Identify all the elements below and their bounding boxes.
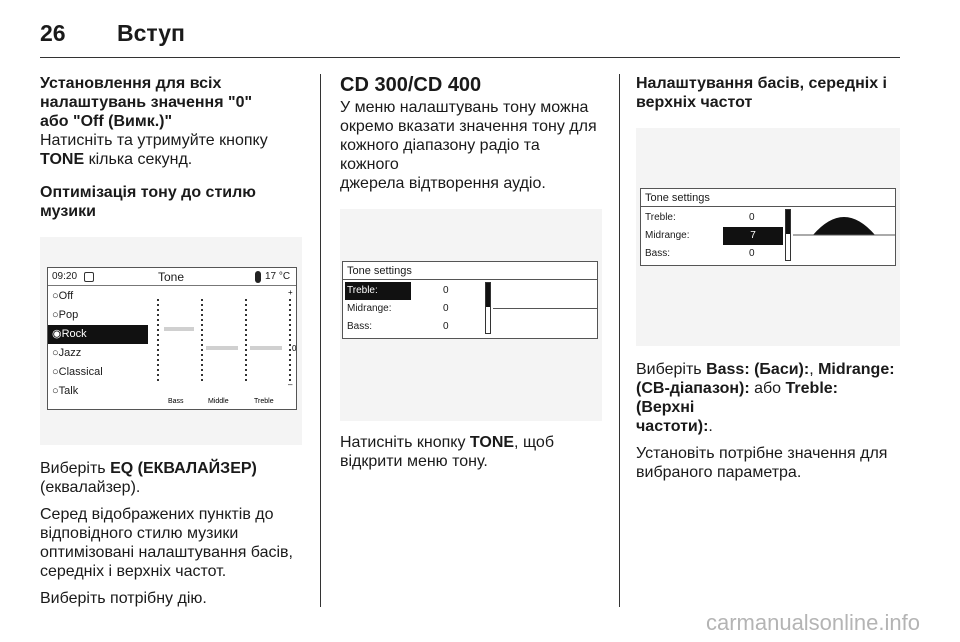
- heading-optimize: Оптимізація тону до стилю музики: [40, 184, 256, 220]
- list-item[interactable]: ○Pop: [52, 309, 79, 321]
- eq-style-list: [48, 287, 148, 401]
- column-divider-1: [320, 74, 321, 607]
- tone-row-treble[interactable]: Treble:: [345, 282, 411, 300]
- clock-label: 09:20: [52, 271, 78, 282]
- tone-screenshot-2: [636, 128, 900, 346]
- tone-row-bass[interactable]: Bass:: [347, 321, 373, 332]
- text-line: (еквалайзер).: [40, 479, 141, 496]
- middle-label: Middle: [208, 398, 229, 405]
- tone-value: 0: [749, 212, 755, 223]
- tone-row-bass[interactable]: Bass:: [645, 248, 671, 259]
- tone-screen-title: Tone settings: [347, 265, 412, 277]
- slider-bass[interactable]: [158, 299, 194, 381]
- paragraph-select-eq: Виберіть EQ (ЕКВАЛАЙЗЕР) (еквалайзер).: [40, 459, 302, 497]
- page-title: Вступ: [117, 20, 185, 46]
- column-1: [40, 74, 302, 608]
- page-header: [40, 18, 900, 58]
- tone-value: 0: [749, 248, 755, 259]
- tone-screen: [640, 188, 896, 266]
- heading-cd: CD 300/CD 400: [340, 74, 482, 96]
- tone-value: 0: [443, 303, 449, 314]
- sync-icon: [84, 272, 94, 282]
- slider-treble[interactable]: [246, 299, 282, 381]
- eq-top-bar: [48, 268, 296, 286]
- slider-middle[interactable]: [202, 299, 238, 381]
- tone-row-midrange[interactable]: Midrange:: [645, 230, 690, 241]
- tone-screen-title: Tone settings: [645, 192, 710, 204]
- level-bar-fill: [786, 210, 790, 234]
- heading-line: або "Off (Вимк.)": [40, 113, 173, 130]
- list-item[interactable]: ○Off: [52, 290, 74, 302]
- title-underline: [343, 279, 597, 280]
- paragraph-press-tone: Натисніть кнопку TONE, щоб відкрити меню тону.: [340, 434, 554, 470]
- list-item[interactable]: ○Talk: [52, 385, 79, 397]
- tone-row-midrange[interactable]: Midrange:: [347, 303, 392, 314]
- heading-bass-mid-treble: Налаштування басів, середніх і верхніх частот: [636, 75, 887, 111]
- list-item[interactable]: ○Jazz: [52, 347, 82, 359]
- zero-label: 0: [292, 344, 297, 353]
- paragraph-select-action: Виберіть потрібну дію.: [40, 590, 207, 607]
- heading-reset: [40, 74, 302, 131]
- frequency-curve: [793, 207, 895, 237]
- treble-label: Treble: [254, 398, 274, 405]
- temperature-label: 17 °C: [265, 271, 291, 282]
- eq-screen: [47, 267, 297, 410]
- level-bar-fill: [486, 283, 490, 307]
- heading-line: Установлення для всіх: [40, 75, 222, 92]
- text-span: кілька секунд.: [84, 151, 193, 168]
- level-bar: [785, 209, 791, 261]
- bold-term: TONE: [469, 434, 515, 451]
- paragraph-select-param: Виберіть Bass: (Баси):, Midrange: (СВ-діапазон): або Treble: (Верхні частоти):.: [636, 361, 895, 435]
- bold-term: EQ (ЕКВАЛАЙЗЕР): [110, 460, 257, 477]
- column-3: [636, 74, 900, 482]
- level-divider: [493, 308, 597, 309]
- watermark: carmanualsonline.info: [705, 610, 920, 635]
- paragraph-reset: [40, 131, 302, 169]
- tone-screenshot-1: [340, 209, 602, 421]
- page-number: 26: [40, 20, 66, 46]
- list-item[interactable]: ○Classical: [52, 366, 103, 378]
- heading-line: налаштувань значення "0": [40, 94, 253, 111]
- eq-screenshot: [40, 237, 302, 445]
- thermometer-icon: [255, 271, 261, 283]
- paragraph-styles: Серед відображених пунктів до відповідного стилю музики оптимізовані налаштування басів, середніх і верхніх частот.: [40, 506, 293, 580]
- column-divider-2: [619, 74, 620, 607]
- tone-screen: [342, 261, 598, 339]
- level-bar: [485, 282, 491, 334]
- tone-row-treble[interactable]: Treble:: [645, 212, 676, 223]
- tone-value-selected[interactable]: 7: [723, 227, 783, 245]
- bass-label: Bass: [168, 398, 184, 405]
- tone-value: 0: [443, 321, 449, 332]
- plus-label: +: [288, 288, 293, 297]
- eq-sliders: [150, 287, 296, 409]
- bold-term: TONE: [40, 151, 85, 168]
- paragraph-tone-menu: У меню налаштувань тону можна окремо вказати значення тону для кожного діапазону радіо та кожного джерела відтворення аудіо.: [340, 99, 597, 192]
- list-item-selected[interactable]: ◉Rock: [48, 325, 148, 344]
- paragraph-set-value: Установіть потрібне значення для вибраного параметра.: [636, 445, 888, 481]
- screen-title: Tone: [158, 270, 185, 284]
- tone-value: 0: [443, 285, 449, 296]
- text-line: Натисніть та утримуйте кнопку: [40, 132, 268, 149]
- minus-label: –: [288, 380, 293, 389]
- column-2: [340, 74, 602, 471]
